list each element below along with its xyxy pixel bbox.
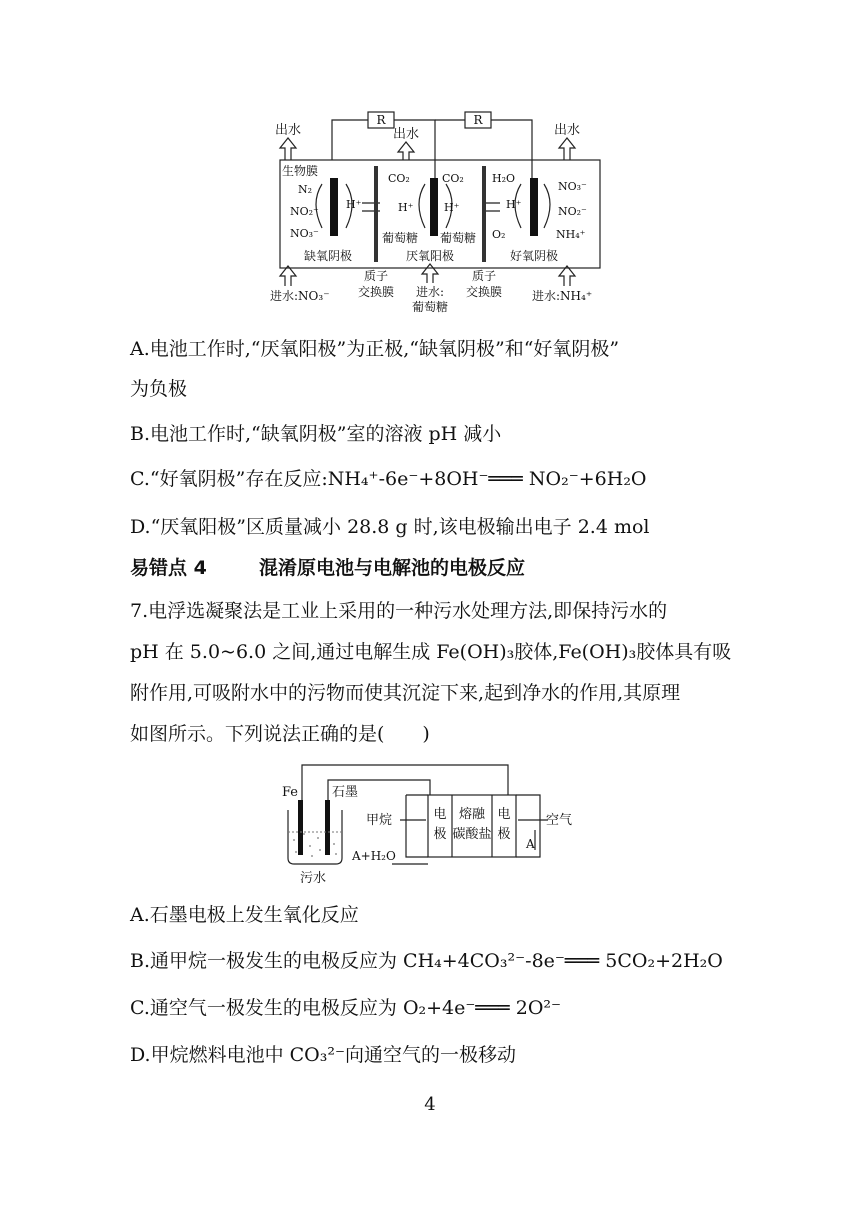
- methane-label: 甲烷: [366, 813, 393, 828]
- membrane-label: 质子: [363, 269, 389, 283]
- membrane-label: 质子: [471, 269, 497, 283]
- species-label: CO₂: [388, 172, 410, 185]
- species-label: H⁺: [444, 201, 460, 214]
- species-label: O₂: [492, 228, 506, 241]
- q7-option-c: C.通空气一极发生的电极反应为 O₂+4e⁻═══ 2O²⁻: [130, 997, 562, 1019]
- species-label: NO₂⁻: [290, 205, 319, 218]
- inlet-label: 进水:: [415, 285, 445, 299]
- species-label: H₂O: [492, 172, 516, 185]
- species-label: N₂: [298, 183, 313, 196]
- section-label: 易错点 4: [130, 557, 207, 579]
- q7-option-a: A.石墨电极上发生氧化反应: [130, 904, 359, 926]
- chamber-label: 厌氧阳极: [405, 249, 455, 263]
- inlet-label: 进水:NH₄⁺: [532, 289, 593, 303]
- glucose-label: 葡萄糖: [440, 231, 477, 245]
- q7-stem-line: 如图所示。下列说法正确的是( ): [130, 723, 430, 745]
- membrane-label: 交换膜: [357, 285, 395, 299]
- species-label: CO₂: [442, 172, 464, 185]
- outlet-label: 出水: [274, 123, 302, 138]
- species-label: NO₃⁻: [558, 180, 587, 193]
- fe-electrode-label: Fe: [282, 785, 299, 800]
- molten-carbonate-label: 碳酸盐: [452, 827, 492, 842]
- sewage-label: 污水: [300, 871, 327, 885]
- electrode-label: 电: [433, 807, 447, 822]
- resistor-label: R: [473, 113, 483, 127]
- q6-option-c: C.“好氧阴极”存在反应:NH₄⁺-6e⁻+8OH⁻═══ NO₂⁻+6H₂O: [130, 468, 647, 490]
- electrode-label: 极: [497, 827, 511, 842]
- outlet-label: A+H₂O: [352, 849, 396, 863]
- q6-option-a: A.电池工作时,“厌氧阳极”为正极,“缺氧阴极”和“好氧阴极”: [130, 338, 620, 360]
- q7-option-d: D.甲烷燃料电池中 CO₃²⁻向通空气的一极移动: [130, 1044, 517, 1066]
- species-label: NH₄⁺: [556, 228, 586, 241]
- microbial-fuel-cell-diagram: [270, 108, 610, 313]
- glucose-label: 葡萄糖: [382, 231, 419, 245]
- electroflotation-diagram: [280, 760, 580, 885]
- q7-stem-line: 7.电浮选凝聚法是工业上采用的一种污水处理方法,即保持污水的: [130, 600, 668, 622]
- species-label: H⁺: [506, 198, 522, 211]
- biofilm-label: 生物膜: [282, 164, 319, 178]
- q7-option-b: B.通甲烷一极发生的电极反应为 CH₄+4CO₃²⁻-8e⁻═══ 5CO₂+2H₂O: [130, 950, 723, 972]
- chamber-label: 好氧阴极: [509, 249, 559, 263]
- product-label: A: [526, 837, 535, 851]
- electrode-label: 电: [497, 807, 511, 822]
- q7-stem-line: 附作用,可吸附水中的污物而使其沉淀下来,起到净水的作用,其原理: [130, 682, 681, 704]
- outlet-label: 出水: [553, 123, 581, 138]
- graphite-electrode-label: 石墨: [332, 785, 359, 800]
- inlet-label: 葡萄糖: [411, 300, 449, 313]
- resistor-label: R: [376, 113, 386, 127]
- inlet-label: 进水:NO₃⁻: [270, 289, 330, 303]
- molten-carbonate-label: 熔融: [458, 807, 486, 822]
- membrane-label: 交换膜: [465, 285, 503, 299]
- species-label: H⁺: [346, 198, 362, 211]
- q6-option-b: B.电池工作时,“缺氧阴极”室的溶液 pH 减小: [130, 423, 502, 445]
- outlet-label: 出水: [392, 127, 420, 142]
- q6-option-d: D.“厌氧阳极”区质量减小 28.8 g 时,该电极输出电子 2.4 mol: [130, 516, 650, 538]
- species-label: H⁺: [398, 201, 414, 214]
- electrode-label: 极: [433, 827, 447, 842]
- air-label: 空气: [546, 813, 573, 828]
- q7-stem-line: pH 在 5.0~6.0 之间,通过电解生成 Fe(OH)₃胶体,Fe(OH)₃胶体具有吸: [130, 641, 732, 663]
- q6-option-a-cont: 为负极: [130, 378, 188, 400]
- section-title: 混淆原电池与电解池的电极反应: [258, 557, 525, 579]
- page-number: 4: [424, 1094, 436, 1115]
- species-label: NO₂⁻: [558, 205, 587, 218]
- species-label: NO₃⁻: [290, 227, 319, 240]
- chamber-label: 缺氧阴极: [303, 249, 353, 263]
- section-heading: [130, 553, 525, 580]
